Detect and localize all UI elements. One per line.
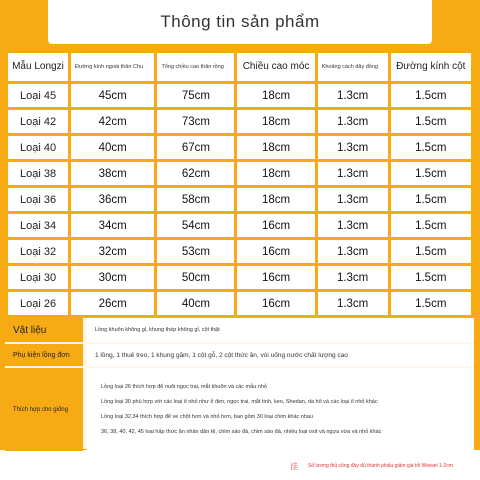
table-cell: 45cm bbox=[71, 84, 155, 107]
spec-table bbox=[5, 50, 474, 318]
table-row bbox=[8, 162, 471, 185]
header-total-height: Tổng chiều cao thân rồng bbox=[157, 53, 234, 81]
suitable-row bbox=[5, 368, 474, 451]
header-model: Mẫu Longzi bbox=[8, 53, 68, 81]
table-cell: 18cm bbox=[237, 84, 314, 107]
table-cell: 40cm bbox=[157, 292, 234, 315]
table-cell: 1.5cm bbox=[391, 188, 471, 211]
table-cell: 18cm bbox=[237, 162, 314, 185]
table-cell: 50cm bbox=[157, 266, 234, 289]
table-cell: 16cm bbox=[237, 240, 314, 263]
model-name-cell: Loại 42 bbox=[8, 110, 68, 133]
table-row bbox=[8, 292, 471, 315]
table-header-row bbox=[8, 53, 471, 81]
model-name-cell: Loại 34 bbox=[8, 214, 68, 237]
info-section bbox=[5, 316, 474, 449]
table-cell: 75cm bbox=[157, 84, 234, 107]
table-cell: 38cm bbox=[71, 162, 155, 185]
table-cell: 1.5cm bbox=[391, 136, 471, 159]
table-cell: 42cm bbox=[71, 110, 155, 133]
model-name-cell: Loại 30 bbox=[8, 266, 68, 289]
table-cell: 1.3cm bbox=[318, 188, 388, 211]
table-cell: 67cm bbox=[157, 136, 234, 159]
table-cell: 18cm bbox=[237, 110, 314, 133]
table-row bbox=[8, 240, 471, 263]
table-cell: 54cm bbox=[157, 214, 234, 237]
model-name-cell: Loại 38 bbox=[8, 162, 68, 185]
table-cell: 1.5cm bbox=[391, 110, 471, 133]
accessories-row bbox=[5, 344, 474, 366]
table-cell: 16cm bbox=[237, 266, 314, 289]
header-hook-height: Chiều cao móc bbox=[237, 53, 314, 81]
table-cell: 1.5cm bbox=[391, 240, 471, 263]
header-wire-spacing: Khoảng cách dây đồng bbox=[318, 53, 388, 81]
shop-logo: 洼 bbox=[290, 461, 298, 471]
footer-note: Số lượng thủ công đầy đủ thành phiếu giảm giá tối Weiwei 1-2cm bbox=[308, 463, 453, 469]
material-label: Vật liệu bbox=[5, 318, 83, 342]
suitable-line: Lồng loại 30 phù hợp với các loại ổ nhỏ như ổ đen, ngọc trai, mắt tinh, keo, Shedan, da hổ và các loại ổ nhỏ khác bbox=[101, 399, 378, 405]
table-cell: 1.3cm bbox=[318, 240, 388, 263]
title-bar bbox=[48, 0, 432, 44]
suitable-line: 36, 38, 40, 42, 45 loại hấp thức ăn nhân dân tệ, chim sáo đá, chim sáo đá, nhiều loại oxit và ngựa vừa và nhỏ khác bbox=[101, 429, 382, 435]
table-row bbox=[8, 84, 471, 107]
table-cell: 1.3cm bbox=[318, 84, 388, 107]
footer bbox=[250, 452, 480, 480]
table-cell: 30cm bbox=[71, 266, 155, 289]
table-row bbox=[8, 266, 471, 289]
model-name-cell: Loại 40 bbox=[8, 136, 68, 159]
table-cell: 32cm bbox=[71, 240, 155, 263]
table-cell: 73cm bbox=[157, 110, 234, 133]
accessories-text: 1 lồng, 1 thuê treo, 1 khung gầm, 1 cột gỗ, 2 cột thức ăn, vòi uống nước chất lượng cao bbox=[87, 344, 474, 366]
table-cell: 26cm bbox=[71, 292, 155, 315]
table-row bbox=[8, 214, 471, 237]
table-cell: 1.3cm bbox=[318, 110, 388, 133]
table-cell: 36cm bbox=[71, 188, 155, 211]
table-cell: 16cm bbox=[237, 214, 314, 237]
model-name-cell: Loại 36 bbox=[8, 188, 68, 211]
table-cell: 40cm bbox=[71, 136, 155, 159]
table-cell: 1.3cm bbox=[318, 162, 388, 185]
table-row bbox=[8, 110, 471, 133]
page-title: Thông tin sản phẩm bbox=[160, 12, 320, 31]
table-cell: 1.3cm bbox=[318, 266, 388, 289]
table-cell: 1.5cm bbox=[391, 266, 471, 289]
table-row bbox=[8, 136, 471, 159]
table-cell: 1.3cm bbox=[318, 214, 388, 237]
accessories-label: Phụ kiện lồng đơn bbox=[5, 344, 83, 366]
model-name-cell: Loại 32 bbox=[8, 240, 68, 263]
material-text: Lồng khuôn không gỉ, khung thép không gỉ, cột thật bbox=[87, 318, 474, 342]
model-name-cell: Loại 45 bbox=[8, 84, 68, 107]
table-cell: 1.5cm bbox=[391, 162, 471, 185]
table-cell: 1.3cm bbox=[318, 292, 388, 315]
table-cell: 18cm bbox=[237, 136, 314, 159]
suitable-line: Lồng loại 26 thích hợp để nuôi ngọc trai, mắt khuôn và các mẫu nhỏ bbox=[101, 384, 267, 390]
suitable-text bbox=[87, 368, 474, 451]
material-row bbox=[5, 318, 474, 342]
header-outer-diameter: Đường kính ngoài thân Chu bbox=[71, 53, 155, 81]
table-cell: 34cm bbox=[71, 214, 155, 237]
table-cell: 16cm bbox=[237, 292, 314, 315]
model-name-cell: Loại 26 bbox=[8, 292, 68, 315]
table-cell: 1.5cm bbox=[391, 292, 471, 315]
table-cell: 58cm bbox=[157, 188, 234, 211]
table-cell: 18cm bbox=[237, 188, 314, 211]
table-cell: 62cm bbox=[157, 162, 234, 185]
suitable-line: Lồng loại 32,34 thích hợp để ve chột hơn và nhỏ hơn, bao gồm 30 loại chim khác nhau bbox=[101, 414, 314, 420]
suitable-label: Thích hợp cho giống bbox=[5, 368, 83, 451]
header-post-diameter: Đường kính cột bbox=[391, 53, 471, 81]
table-cell: 1.5cm bbox=[391, 84, 471, 107]
table-cell: 53cm bbox=[157, 240, 234, 263]
table-cell: 1.3cm bbox=[318, 136, 388, 159]
table-cell: 1.5cm bbox=[391, 214, 471, 237]
table-row bbox=[8, 188, 471, 211]
